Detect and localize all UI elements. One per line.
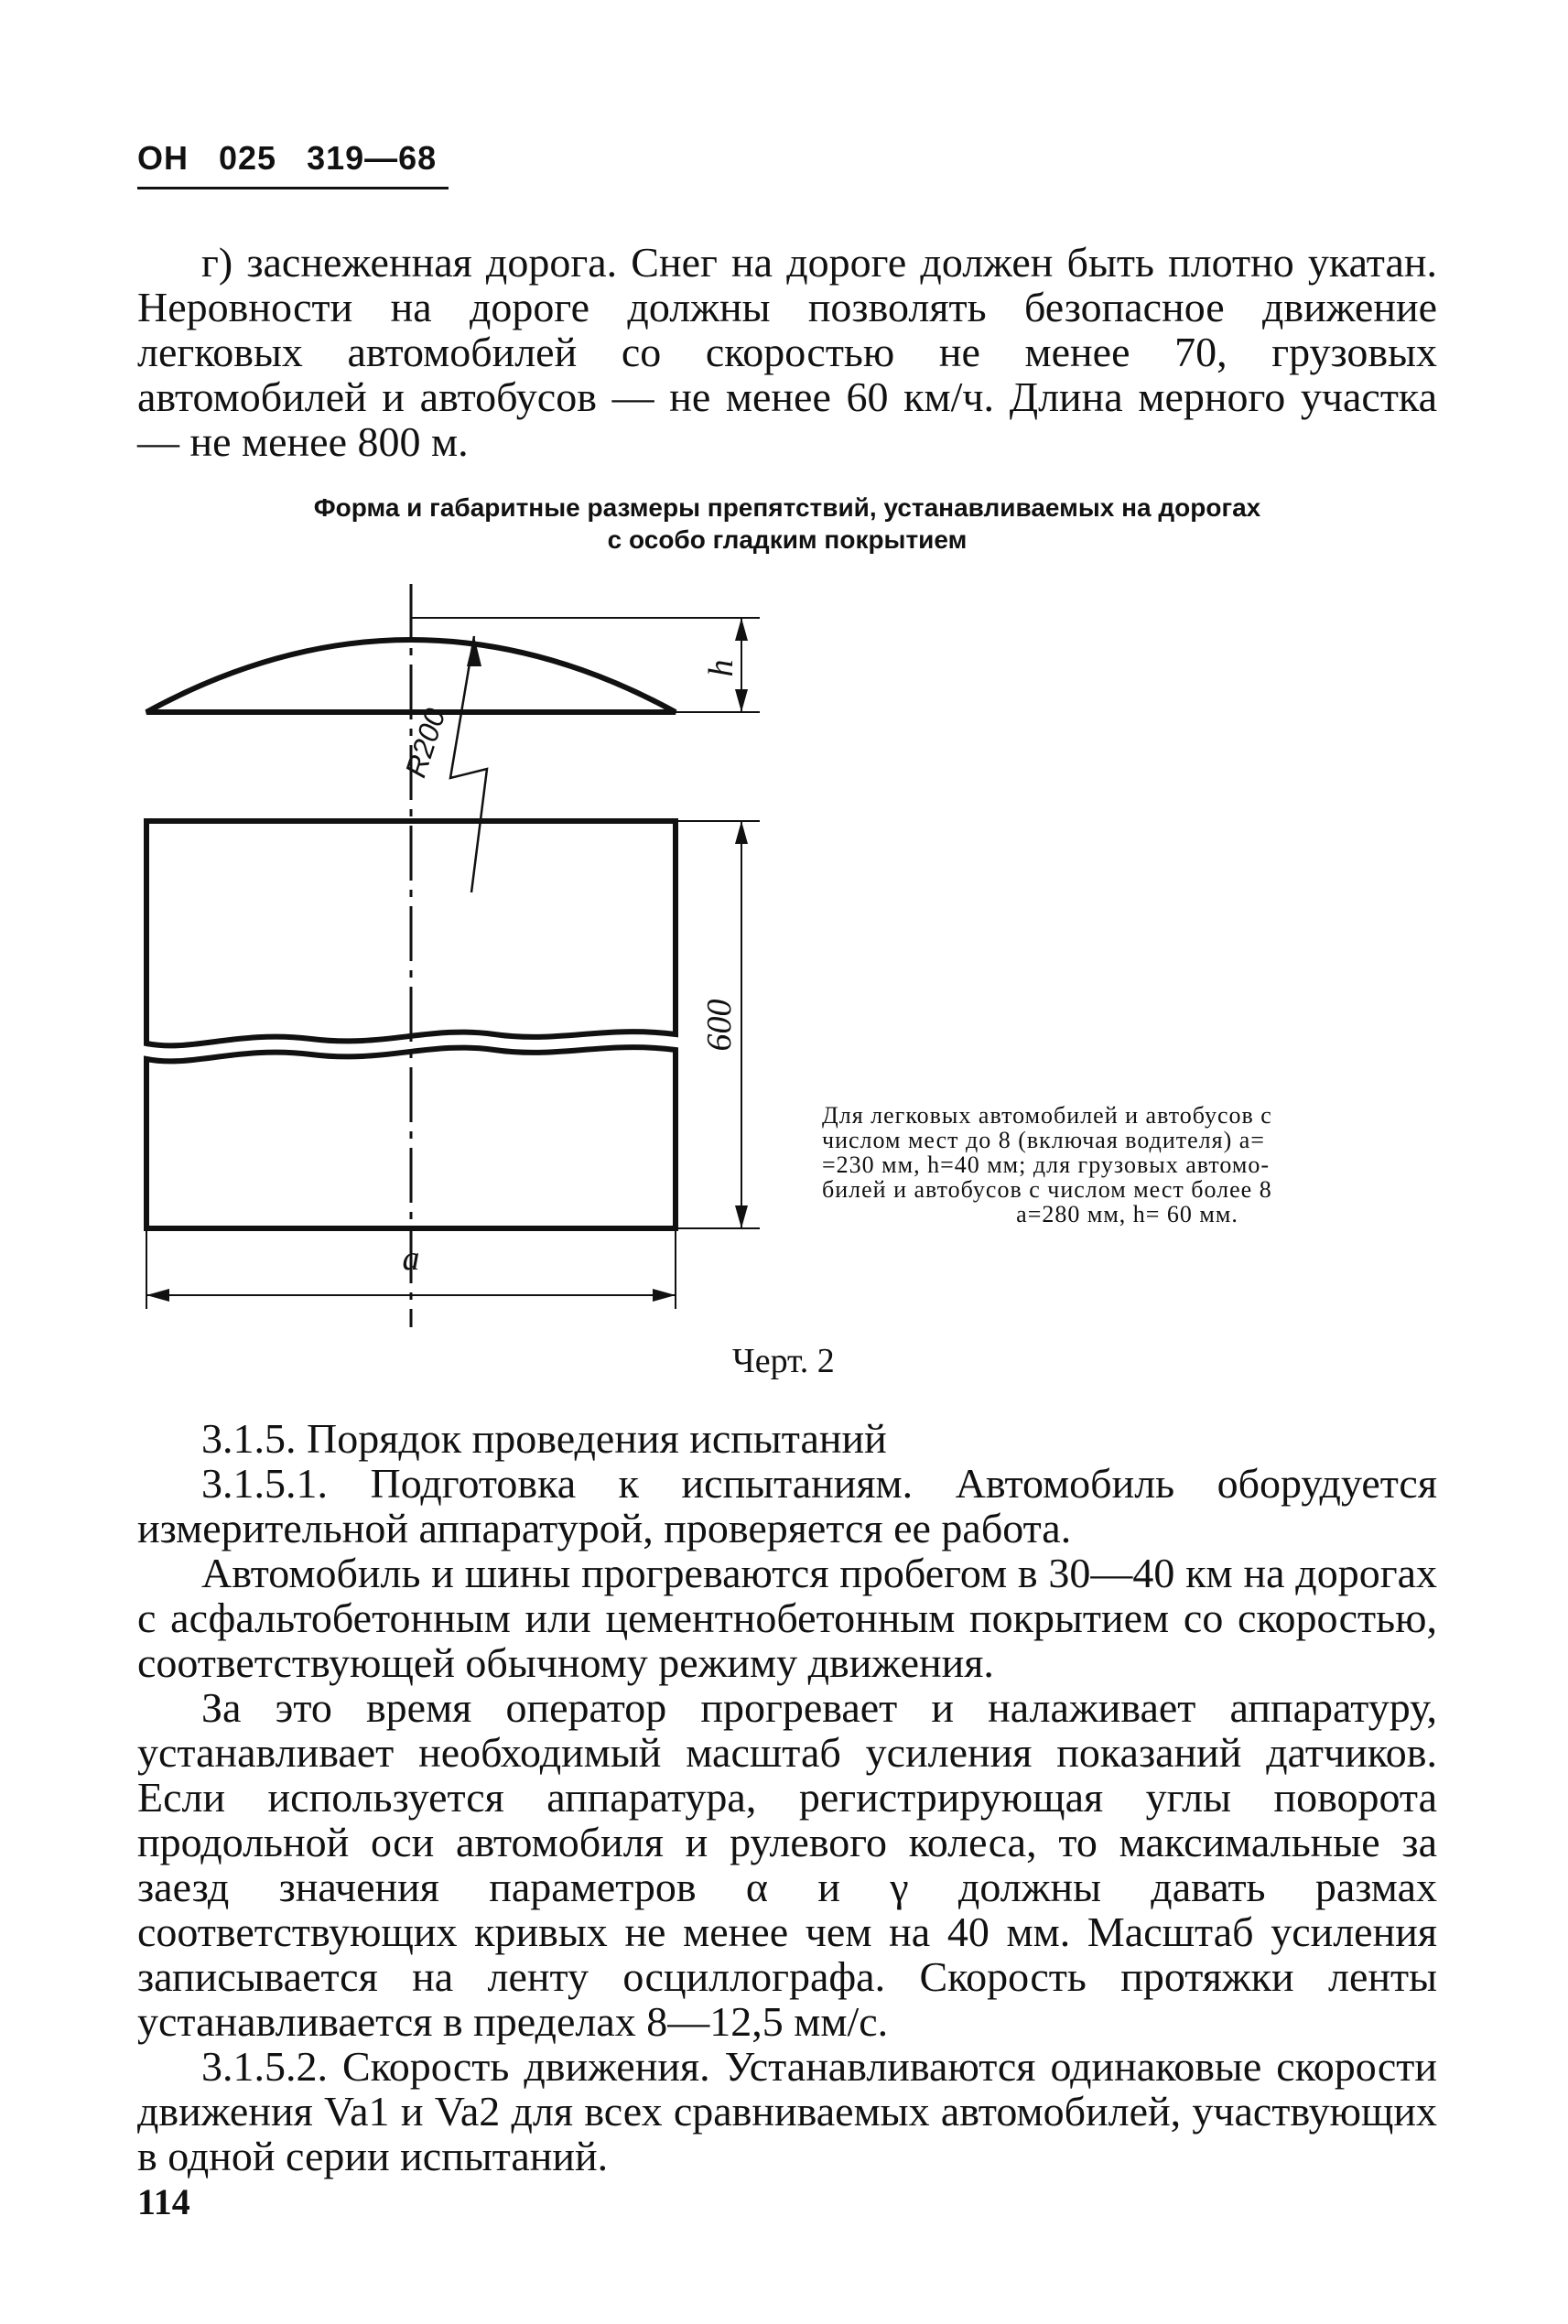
note-line-5: a=280 мм, h= 60 мм. bbox=[1016, 1201, 1238, 1227]
figure-title-line2: с особо гладким покрытием bbox=[607, 525, 968, 554]
label-radius: R200 bbox=[398, 704, 452, 782]
note-line-3: =230 мм, h=40 мм; для грузовых автомо- bbox=[822, 1151, 1271, 1178]
top-paragraph bbox=[137, 240, 1437, 464]
note-line-1: Для легковых автомобилей и автобусов с bbox=[822, 1102, 1272, 1129]
note-line-2: числом мест до 8 (включая водителя) a= bbox=[822, 1127, 1265, 1153]
paragraph-preparation: 3.1.5.1. Подготовка к испытаниям. Автомобиль оборудуется измерительной аппаратурой, проверяется ее работа. bbox=[137, 1460, 1437, 1551]
note-line-4: билей и автобусов с числом мест более 8 bbox=[822, 1176, 1272, 1203]
section-heading: 3.1.5. Порядок проведения испытаний bbox=[201, 1415, 887, 1462]
header-rule bbox=[137, 187, 449, 189]
figure-title-line1: Форма и габаритные размеры препятствий, устанавливаемых на дорогах bbox=[313, 493, 1261, 522]
label-length: 600 bbox=[700, 999, 739, 1052]
figure-note bbox=[822, 1103, 1433, 1227]
figure-title bbox=[137, 492, 1437, 556]
page-number: 114 bbox=[137, 2181, 190, 2222]
figure-caption: Черт. 2 bbox=[732, 1342, 835, 1380]
paragraph-speed: 3.1.5.2. Скорость движения. Устанавливаются одинаковые скорости движения Va1 и Va2 для всех сравниваемых автомобилей, участвующих в одной серии испытаний. bbox=[137, 2043, 1437, 2179]
paragraph-snow-road: г) заснеженная дорога. Снег на дороге должен быть плотно укатан. Неровности на дороге должны позволять безопасное движение легковых автомобилей со скоростью не менее 70, грузовых автомобилей и автобусов — не менее 60 км/ч. Длина мерного участка — не менее 800 м. bbox=[137, 239, 1437, 465]
document-code: ОН 025 319—68 bbox=[137, 139, 438, 177]
paragraph-warmup: Автомобиль и шины прогреваются пробегом в 30—40 км на дорогах с асфальтобетонным или цементнобетонным покрытием со скоростью, соответствующей обычному режиму движения. bbox=[137, 1550, 1437, 1686]
section-body bbox=[137, 1416, 1437, 2178]
obstacle-drawing bbox=[128, 577, 787, 1327]
label-a: a bbox=[402, 1239, 420, 1278]
paragraph-equipment: За это время оператор прогревает и налаживает аппаратуру, устанавливает необходимый масштаб усиления показаний датчиков. Если используется аппаратура, регистрирующая углы поворота продольной оси автомобиля и рулевого колеса, то максимальные за заезд значения параметров α и γ должны давать размах соответствующих кривых не менее чем на 40 мм. Масштаб усиления записывается на ленту осциллографа. Скорость протяжки ленты устанавливается в пределах 8—12,5 мм/с. bbox=[137, 1684, 1437, 2045]
radius-leader bbox=[450, 636, 487, 892]
label-h: h bbox=[702, 659, 741, 677]
